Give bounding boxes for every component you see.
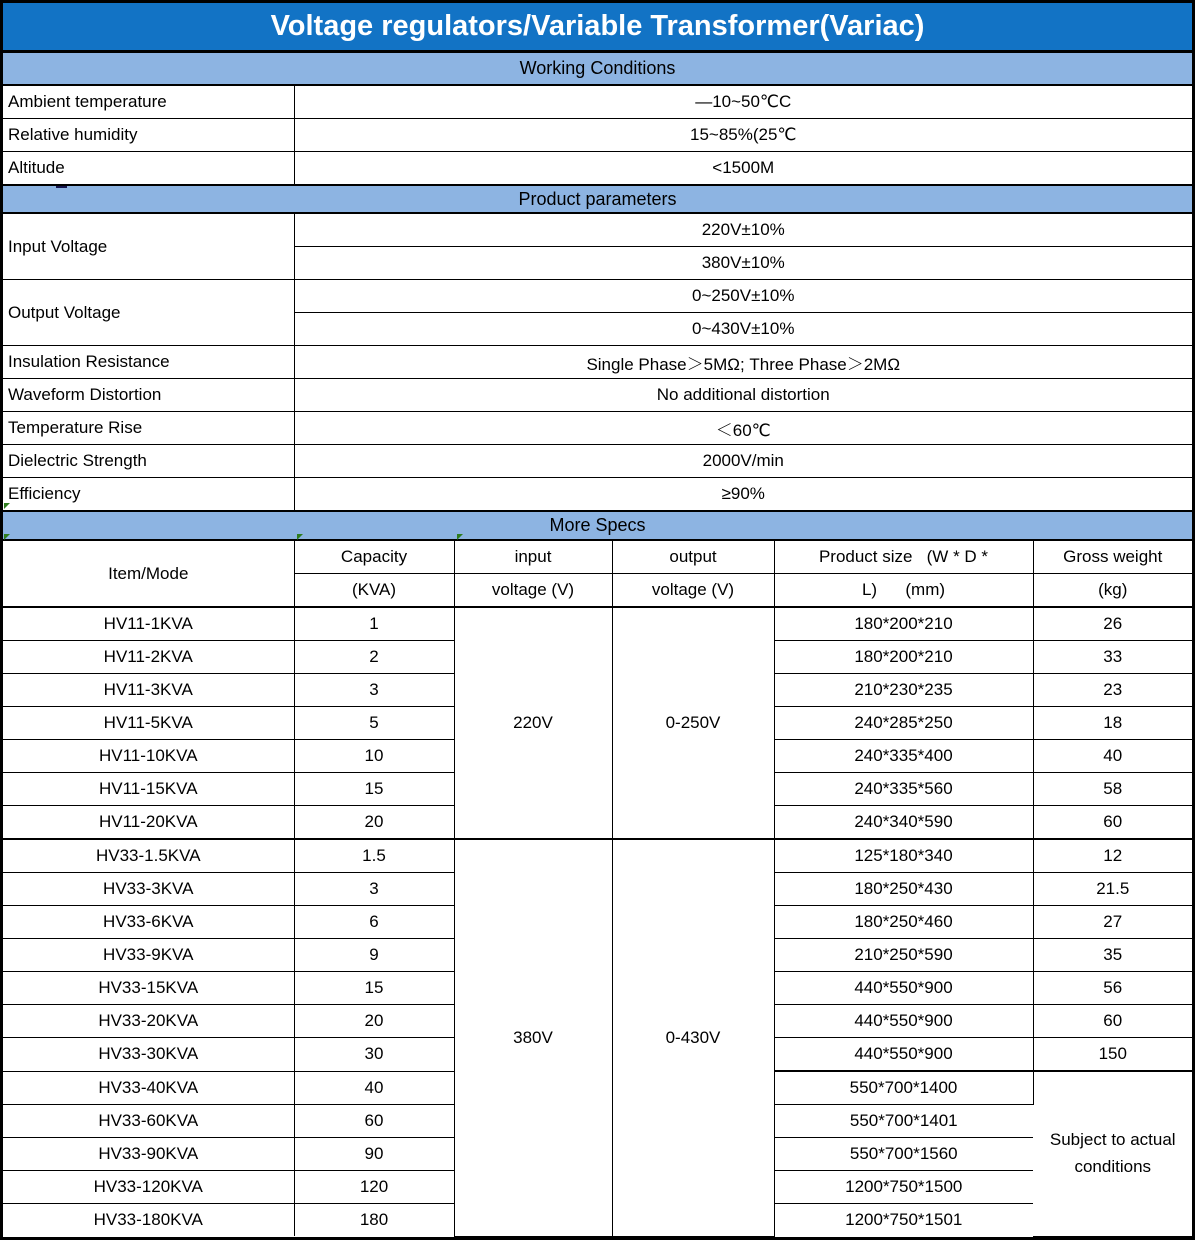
capacity-cell: 3 <box>294 873 454 906</box>
capacity-cell: 10 <box>294 740 454 773</box>
excel-error-marker-icon <box>297 534 303 540</box>
row-label: Insulation Resistance <box>3 346 294 379</box>
excel-error-marker-icon <box>4 503 10 509</box>
row-label: Output Voltage <box>3 280 294 346</box>
table-row <box>3 412 1192 445</box>
gross-weight-cell: 33 <box>1033 641 1192 674</box>
row-value: 0~250V±10% <box>294 280 1192 313</box>
table-row <box>3 119 1192 152</box>
column-header-size-unit: L) (mm) <box>774 574 1033 608</box>
page-title: Voltage regulators/Variable Transformer(Variac) <box>3 3 1192 53</box>
gross-weight-cell: 18 <box>1033 707 1192 740</box>
capacity-cell: 40 <box>294 1071 454 1105</box>
capacity-cell: 1 <box>294 607 454 641</box>
model-cell: HV11-3KVA <box>3 674 294 707</box>
column-header-item-mode: Item/Mode <box>3 541 294 607</box>
model-cell: HV11-1KVA <box>3 607 294 641</box>
capacity-cell: 60 <box>294 1105 454 1138</box>
spec-row <box>3 607 1192 641</box>
capacity-cell: 3 <box>294 674 454 707</box>
model-cell: HV11-5KVA <box>3 707 294 740</box>
capacity-cell: 120 <box>294 1171 454 1204</box>
gross-weight-cell: 26 <box>1033 607 1192 641</box>
capacity-cell: 15 <box>294 972 454 1005</box>
product-size-cell: 210*250*590 <box>774 939 1033 972</box>
product-size-cell: 550*700*1401 <box>774 1105 1033 1138</box>
table-row <box>3 478 1192 511</box>
more-specs-table <box>3 541 1192 1237</box>
output-voltage-cell: 0-250V <box>612 607 774 839</box>
gross-weight-cell: 27 <box>1033 906 1192 939</box>
row-label: Altitude <box>3 152 294 185</box>
model-cell: HV33-3KVA <box>3 873 294 906</box>
column-header-input: input <box>454 541 612 574</box>
table-row <box>3 214 1192 247</box>
table-row <box>3 86 1192 119</box>
model-cell: HV33-90KVA <box>3 1138 294 1171</box>
model-cell: HV33-6KVA <box>3 906 294 939</box>
model-cell: HV11-10KVA <box>3 740 294 773</box>
product-size-cell: 180*250*430 <box>774 873 1033 906</box>
capacity-cell: 30 <box>294 1038 454 1072</box>
weight-note-cell: Subject to actual conditions <box>1033 1071 1192 1236</box>
table-row <box>3 152 1192 185</box>
product-size-cell: 1200*750*1501 <box>845 1210 963 1229</box>
column-header-capacity: Capacity <box>294 541 454 574</box>
spec-row <box>3 839 1192 873</box>
row-value: ＜60℃ <box>294 412 1192 445</box>
product-size-cell: 440*550*900 <box>774 1005 1033 1038</box>
table-row <box>3 346 1192 379</box>
row-value: 220V±10% <box>294 214 1192 247</box>
model-cell: HV33-9KVA <box>3 939 294 972</box>
column-header-product-size: Product size (W * D * <box>774 541 1033 574</box>
row-label: Efficiency <box>3 478 294 511</box>
row-value: 0~430V±10% <box>294 313 1192 346</box>
row-value: Single Phase＞5MΩ; Three Phase＞2MΩ <box>294 346 1192 379</box>
capacity-cell: 15 <box>294 773 454 806</box>
table-header-row <box>3 541 1192 574</box>
product-size-cell: 1200*750*1500 <box>774 1171 1033 1204</box>
product-parameters-header: Product parameters <box>3 184 1192 214</box>
working-conditions-header: Working Conditions <box>3 53 1192 86</box>
row-label: Relative humidity <box>3 119 294 152</box>
row-label: Waveform Distortion <box>3 379 294 412</box>
model-cell: HV33-60KVA <box>3 1105 294 1138</box>
input-voltage-cell: 380V <box>454 839 612 1236</box>
gross-weight-cell: 23 <box>1033 674 1192 707</box>
excel-error-marker-icon <box>457 534 463 540</box>
row-value: —10~50℃C <box>294 86 1192 119</box>
model-cell: HV33-180KVA <box>3 1204 294 1237</box>
gross-weight-cell: 58 <box>1033 773 1192 806</box>
model-cell: HV33-120KVA <box>3 1171 294 1204</box>
gross-weight-cell: 60 <box>1033 806 1192 840</box>
model-cell: HV11-15KVA <box>3 773 294 806</box>
column-header-input-unit: voltage (V) <box>454 574 612 608</box>
capacity-cell: 90 <box>294 1138 454 1171</box>
model-cell: HV33-15KVA <box>3 972 294 1005</box>
capacity-cell: 20 <box>294 1005 454 1038</box>
row-value: ≥90% <box>721 484 765 503</box>
product-size-cell: 180*200*210 <box>774 641 1033 674</box>
product-size-cell: 240*340*590 <box>774 806 1033 840</box>
gross-weight-cell: 35 <box>1033 939 1192 972</box>
model-cell: HV33-30KVA <box>3 1038 294 1072</box>
product-size-cell: 550*700*1400 <box>774 1071 1033 1105</box>
column-header-output: output <box>612 541 774 574</box>
product-size-cell: 440*550*900 <box>774 972 1033 1005</box>
capacity-cell: 2 <box>294 641 454 674</box>
product-size-cell: 240*335*560 <box>774 773 1033 806</box>
input-voltage-cell: 220V <box>454 607 612 839</box>
stray-dash-mark <box>56 186 67 188</box>
working-conditions-table <box>3 86 1192 184</box>
row-value: <1500M <box>712 158 775 177</box>
model-cell: HV11-2KVA <box>3 641 294 674</box>
table-row <box>3 445 1192 478</box>
gross-weight-cell: 12 <box>1033 839 1192 873</box>
gross-weight-cell: 56 <box>1033 972 1192 1005</box>
model-cell: HV33-40KVA <box>3 1071 294 1105</box>
product-size-cell: 550*700*1560 <box>774 1138 1033 1171</box>
gross-weight-cell: 150 <box>1033 1038 1192 1072</box>
column-header-gross-weight: Gross weight <box>1033 541 1192 574</box>
table-row <box>3 280 1192 313</box>
excel-error-marker-icon <box>4 534 10 540</box>
gross-weight-cell: 60 <box>1033 1005 1192 1038</box>
output-voltage-cell: 0-430V <box>612 839 774 1236</box>
capacity-cell: 9 <box>294 939 454 972</box>
table-row <box>3 379 1192 412</box>
column-header-capacity-unit: (KVA) <box>294 574 454 608</box>
row-value: No additional distortion <box>294 379 1192 412</box>
product-parameters-table <box>3 214 1192 510</box>
product-size-cell: 240*285*250 <box>774 707 1033 740</box>
column-header-weight-unit: (kg) <box>1033 574 1192 608</box>
gross-weight-cell: 40 <box>1033 740 1192 773</box>
product-size-cell: 440*550*900 <box>774 1038 1033 1072</box>
capacity-cell: 1.5 <box>294 839 454 873</box>
product-size-cell: 125*180*340 <box>774 839 1033 873</box>
model-cell: HV11-20KVA <box>3 806 294 840</box>
model-cell: HV33-1.5KVA <box>3 839 294 873</box>
gross-weight-cell: 21.5 <box>1033 873 1192 906</box>
product-size-cell: 240*335*400 <box>774 740 1033 773</box>
row-label: Dielectric Strength <box>3 445 294 478</box>
row-label: Input Voltage <box>3 214 294 280</box>
capacity-cell: 180 <box>294 1204 454 1237</box>
product-size-cell: 180*200*210 <box>774 607 1033 641</box>
more-specs-header: More Specs <box>3 510 1192 541</box>
row-value: 2000V/min <box>294 445 1192 478</box>
row-value: 15~85%(25℃ <box>294 119 1192 152</box>
row-label: Ambient temperature <box>3 86 294 119</box>
capacity-cell: 20 <box>294 806 454 840</box>
model-cell: HV33-20KVA <box>3 1005 294 1038</box>
capacity-cell: 5 <box>294 707 454 740</box>
row-label: Temperature Rise <box>3 412 294 445</box>
column-header-output-unit: voltage (V) <box>612 574 774 608</box>
capacity-cell: 6 <box>294 906 454 939</box>
product-size-cell: 210*230*235 <box>774 674 1033 707</box>
product-size-cell: 180*250*460 <box>774 906 1033 939</box>
row-value: 380V±10% <box>294 247 1192 280</box>
